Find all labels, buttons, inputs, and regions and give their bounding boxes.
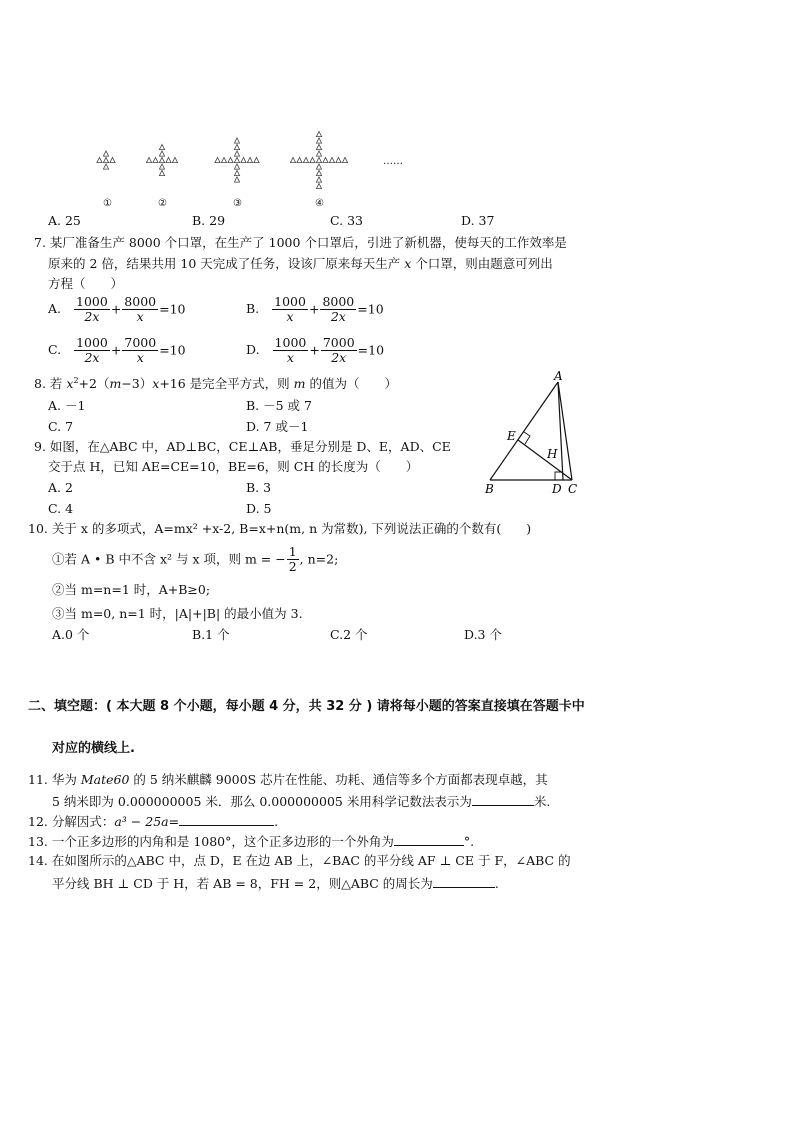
- q7-c-n2: 7000: [124, 335, 157, 350]
- q9-label-d: D: [552, 482, 562, 495]
- q9-line2: 交于点 H，已知 AE=CE=10，BE=6，则 CH 的长度为（ ）: [48, 459, 419, 474]
- q8-x1: x: [66, 376, 74, 392]
- triangle-mark: [228, 157, 233, 162]
- triangle-mark: [215, 157, 220, 162]
- q7-b-plus: +: [308, 301, 320, 317]
- triangle-mark: [159, 144, 164, 149]
- q9-option-d: D. 5: [246, 501, 272, 516]
- pattern-figure: [90, 125, 420, 210]
- triangle-mark: [234, 164, 239, 169]
- q8-option-d: D. 7 或－1: [246, 419, 309, 434]
- triangle-mark: [221, 157, 226, 162]
- q7-c-d2: x: [136, 350, 144, 366]
- q10-item1-frac: [287, 545, 299, 575]
- q13-answer-blank[interactable]: [394, 833, 464, 846]
- q7-b-d1: x: [286, 309, 294, 325]
- q7-option-b-letter: B.: [246, 301, 260, 317]
- triangle-mark: [159, 164, 164, 169]
- triangle-mark: [316, 144, 321, 149]
- triangle-mark: [234, 151, 239, 156]
- triangle-mark: [234, 138, 239, 143]
- q8-option-a: A. －1: [48, 398, 86, 413]
- q11-line2-a: 5 纳米即为 0.000000005 米．那么 0.000000005 米用科学记数法表示为: [52, 794, 472, 809]
- q7-option-a: [48, 295, 186, 325]
- q6-option-d: D. 37: [461, 213, 495, 228]
- q9-option-a: A. 2: [48, 480, 73, 495]
- triangle-mark: [146, 157, 151, 162]
- q6-option-c: C. 33: [330, 213, 363, 228]
- q9-triangle-svg: [480, 370, 590, 495]
- q7-option-c-frac2: [122, 336, 158, 366]
- q12-prefix: 12. 分解因式：: [28, 814, 115, 829]
- q10-item1: [52, 545, 338, 575]
- q7-c-eq: =10: [159, 342, 186, 358]
- q7-option-d-frac1: [273, 336, 309, 366]
- q8-stem: [34, 376, 397, 391]
- triangle-mark: [234, 177, 239, 182]
- triangle-mark: [159, 170, 164, 175]
- q8-prefix: 8. 若: [34, 376, 67, 392]
- q10-item1-a: ①若 A • B 中不含 x² 与 x 项，则 m = −: [52, 551, 286, 567]
- q7-option-a-frac1: [74, 295, 110, 325]
- right-angle-e: [524, 432, 530, 444]
- triangle-mark: [310, 157, 315, 162]
- q11-mate: Mate60: [80, 772, 130, 787]
- q7-var-x: x: [404, 256, 412, 271]
- q10-item3: ③当 m=0, n=1 时，|A|+|B| 的最小值为 3.: [52, 606, 303, 621]
- q7-d-plus: +: [309, 342, 320, 358]
- triangle-mark: [159, 157, 164, 162]
- q12-expr: a³ − 25a=: [114, 814, 180, 829]
- triangle-mark: [103, 151, 108, 156]
- q7-line2-b: 个口罩，则由题意可列出: [411, 256, 553, 271]
- q7-option-b-frac1: [272, 295, 308, 325]
- q7-d-n1: 1000: [274, 335, 307, 350]
- q8-option-b: B. －5 或 7: [246, 398, 312, 413]
- q10-item1-num: 1: [288, 544, 297, 559]
- q10-item1-den: 2: [288, 559, 297, 575]
- q7-option-a-frac2: [122, 295, 158, 325]
- q8-mid2: −3）: [121, 376, 153, 392]
- q7-option-d-letter: D.: [246, 342, 260, 358]
- triangle-mark: [297, 157, 302, 162]
- figure-label-4: ④: [315, 198, 324, 209]
- triangle-mark: [336, 157, 341, 162]
- q7-line2: [48, 256, 553, 271]
- q14-line2: [52, 875, 499, 891]
- q12-answer-blank[interactable]: [179, 813, 274, 826]
- q13-text: 13. 一个正多边形的内角和是 1080°，这个正多边形的一个外角为: [28, 834, 394, 849]
- q9-label-b: B: [485, 482, 494, 495]
- q10-item2: ②当 m=n=1 时，A+B≥0;: [52, 582, 211, 597]
- triangle-mark: [234, 170, 239, 175]
- q10-item1-b: , n=2;: [299, 551, 339, 567]
- triangle-mark: [316, 170, 321, 175]
- q7-option-c: [48, 336, 186, 366]
- triangle-pattern-svg: [90, 125, 420, 210]
- q9-option-b: B. 3: [246, 480, 272, 495]
- triangle-mark: [166, 157, 171, 162]
- q14-line2-b: .: [494, 876, 499, 891]
- q7-a-d1: 2x: [84, 309, 100, 325]
- q10-line1: 10. 关于 x 的多项式，A=mx² +x-2, B=x+n(m, n 为常数), 下列说法正确的个数有( ): [28, 521, 532, 536]
- triangle-mark: [323, 157, 328, 162]
- q12-suffix: .: [274, 814, 279, 829]
- triangle-mark: [303, 157, 308, 162]
- q7-a-d2: x: [136, 309, 144, 325]
- q8-suffix: 的值为（ ）: [305, 376, 397, 392]
- q8-x2: x: [152, 376, 160, 392]
- q13-suffix: °.: [463, 834, 475, 849]
- q9-label-h: H: [547, 447, 558, 461]
- q11-line1-a: 11. 华为: [28, 772, 81, 787]
- triangle-mark: [254, 157, 259, 162]
- q7-d-n2: 7000: [322, 335, 355, 350]
- q7-d-d2: 2x: [331, 350, 347, 366]
- q8-m1: m: [109, 376, 122, 392]
- triangle-mark: [316, 131, 321, 136]
- q11-answer-blank[interactable]: [472, 793, 534, 806]
- q7-a-n2: 8000: [124, 294, 157, 309]
- segment-ce: [518, 440, 572, 480]
- q10-option-d: D.3 个: [464, 627, 502, 642]
- q7-option-b-frac2: [320, 295, 356, 325]
- q6-option-b: B. 29: [192, 213, 226, 228]
- figure-label-3: ③: [233, 198, 242, 209]
- q7-b-n1: 1000: [274, 294, 306, 309]
- q7-a-eq: =10: [159, 301, 186, 317]
- side-ab: [490, 382, 558, 480]
- q10-option-c: C.2 个: [330, 627, 368, 642]
- triangle-mark: [316, 164, 321, 169]
- q14-line1: 14. 在如图所示的△ABC 中，点 D，E 在边 AB 上，∠BAC 的平分线 AF ⊥ CE 于 F，∠ABC 的: [28, 853, 571, 868]
- section2-heading-2: 对应的横线上.: [52, 741, 135, 756]
- q7-a-n1: 1000: [76, 294, 108, 309]
- q8-mid3: +16 是完全平方式，则: [159, 376, 294, 392]
- q10-option-a: A.0 个: [52, 627, 90, 642]
- q11-line1-b: 的 5 纳米麒麟 9000S 芯片在性能、功耗、通信等多个方面都表现卓越，其: [129, 772, 548, 787]
- triangle-mark: [241, 157, 246, 162]
- q9-label-c: C: [568, 482, 578, 495]
- q11-line1: [28, 772, 548, 787]
- triangle-mark: [316, 151, 321, 156]
- right-angle-d: [555, 472, 563, 480]
- section2-heading: 二、填空题：( 本大题 8 个小题，每小题 4 分，共 32 分 ) 请将每小题的答案直接填在答题卡中: [28, 699, 585, 714]
- q14-line2-a: 平分线 BH ⊥ CD 于 H，若 AB = 8，FH = 2，则△ABC 的周长为: [52, 876, 433, 891]
- figure-label-2: ②: [158, 198, 167, 209]
- triangle-mark: [316, 183, 321, 188]
- q9-line1: 9. 如图，在△ABC 中，AD⊥BC，CE⊥AB，垂足分别是 D、E，AD、CE: [34, 439, 451, 454]
- q8-m2: m: [293, 376, 306, 392]
- triangle-mark: [172, 157, 177, 162]
- q7-option-c-letter: C.: [48, 342, 62, 358]
- q7-line1: 7. 某厂准备生产 8000 个口罩，在生产了 1000 个口罩后，引进了新机器，使每天的工作效率是: [34, 235, 567, 250]
- q11-line2: [52, 793, 550, 809]
- q9-label-e: E: [507, 429, 516, 443]
- q6-option-a: A. 25: [48, 213, 81, 228]
- triangle-mark: [247, 157, 252, 162]
- triangle-mark: [329, 157, 334, 162]
- q7-d-eq: =10: [357, 342, 385, 358]
- triangle-mark: [342, 157, 347, 162]
- q7-line2-a: 原来的 2 倍，结果共用 10 天完成了任务，设该厂原来每天生产: [48, 256, 405, 271]
- q7-option-a-letter: A.: [48, 301, 62, 317]
- q9-triangle-figure: [480, 370, 590, 495]
- q13-line: [28, 833, 474, 849]
- figure-ellipsis: ……: [383, 156, 403, 167]
- q14-answer-blank[interactable]: [433, 875, 495, 888]
- q8-mid1: +2（: [78, 376, 110, 392]
- q7-c-plus: +: [110, 342, 122, 358]
- q9-option-c: C. 4: [48, 501, 74, 516]
- triangle-mark: [290, 157, 295, 162]
- q7-d-d1: x: [286, 350, 294, 366]
- q7-line3: 方程（ ）: [48, 276, 124, 291]
- triangle-mark: [97, 157, 102, 162]
- q7-option-b: [246, 295, 384, 325]
- q7-a-plus: +: [110, 301, 122, 317]
- q10-option-b: B.1 个: [192, 627, 230, 642]
- q9-label-a: A: [554, 370, 563, 383]
- triangle-mark: [316, 138, 321, 143]
- triangle-mark: [316, 157, 321, 162]
- triangle-mark: [234, 144, 239, 149]
- q7-b-d2: 2x: [330, 309, 346, 325]
- q12-line: [28, 813, 278, 829]
- triangle-mark: [103, 157, 108, 162]
- q7-option-c-frac1: [74, 336, 110, 366]
- triangle-mark: [103, 164, 108, 169]
- q8-option-c: C. 7: [48, 419, 74, 434]
- triangle-mark: [110, 157, 115, 162]
- q7-b-n2: 8000: [322, 294, 355, 309]
- q7-option-d: [246, 336, 384, 366]
- q8-sup: 2: [73, 376, 79, 385]
- q11-line2-b: 米.: [533, 794, 551, 809]
- figure-label-1: ①: [103, 198, 112, 209]
- q7-option-d-frac2: [321, 336, 357, 366]
- triangle-mark: [153, 157, 158, 162]
- triangle-mark: [234, 157, 239, 162]
- q7-c-n1: 1000: [76, 335, 108, 350]
- q7-c-d1: 2x: [84, 350, 100, 366]
- triangle-mark: [159, 151, 164, 156]
- q7-b-eq: =10: [357, 301, 384, 317]
- triangle-mark: [316, 177, 321, 182]
